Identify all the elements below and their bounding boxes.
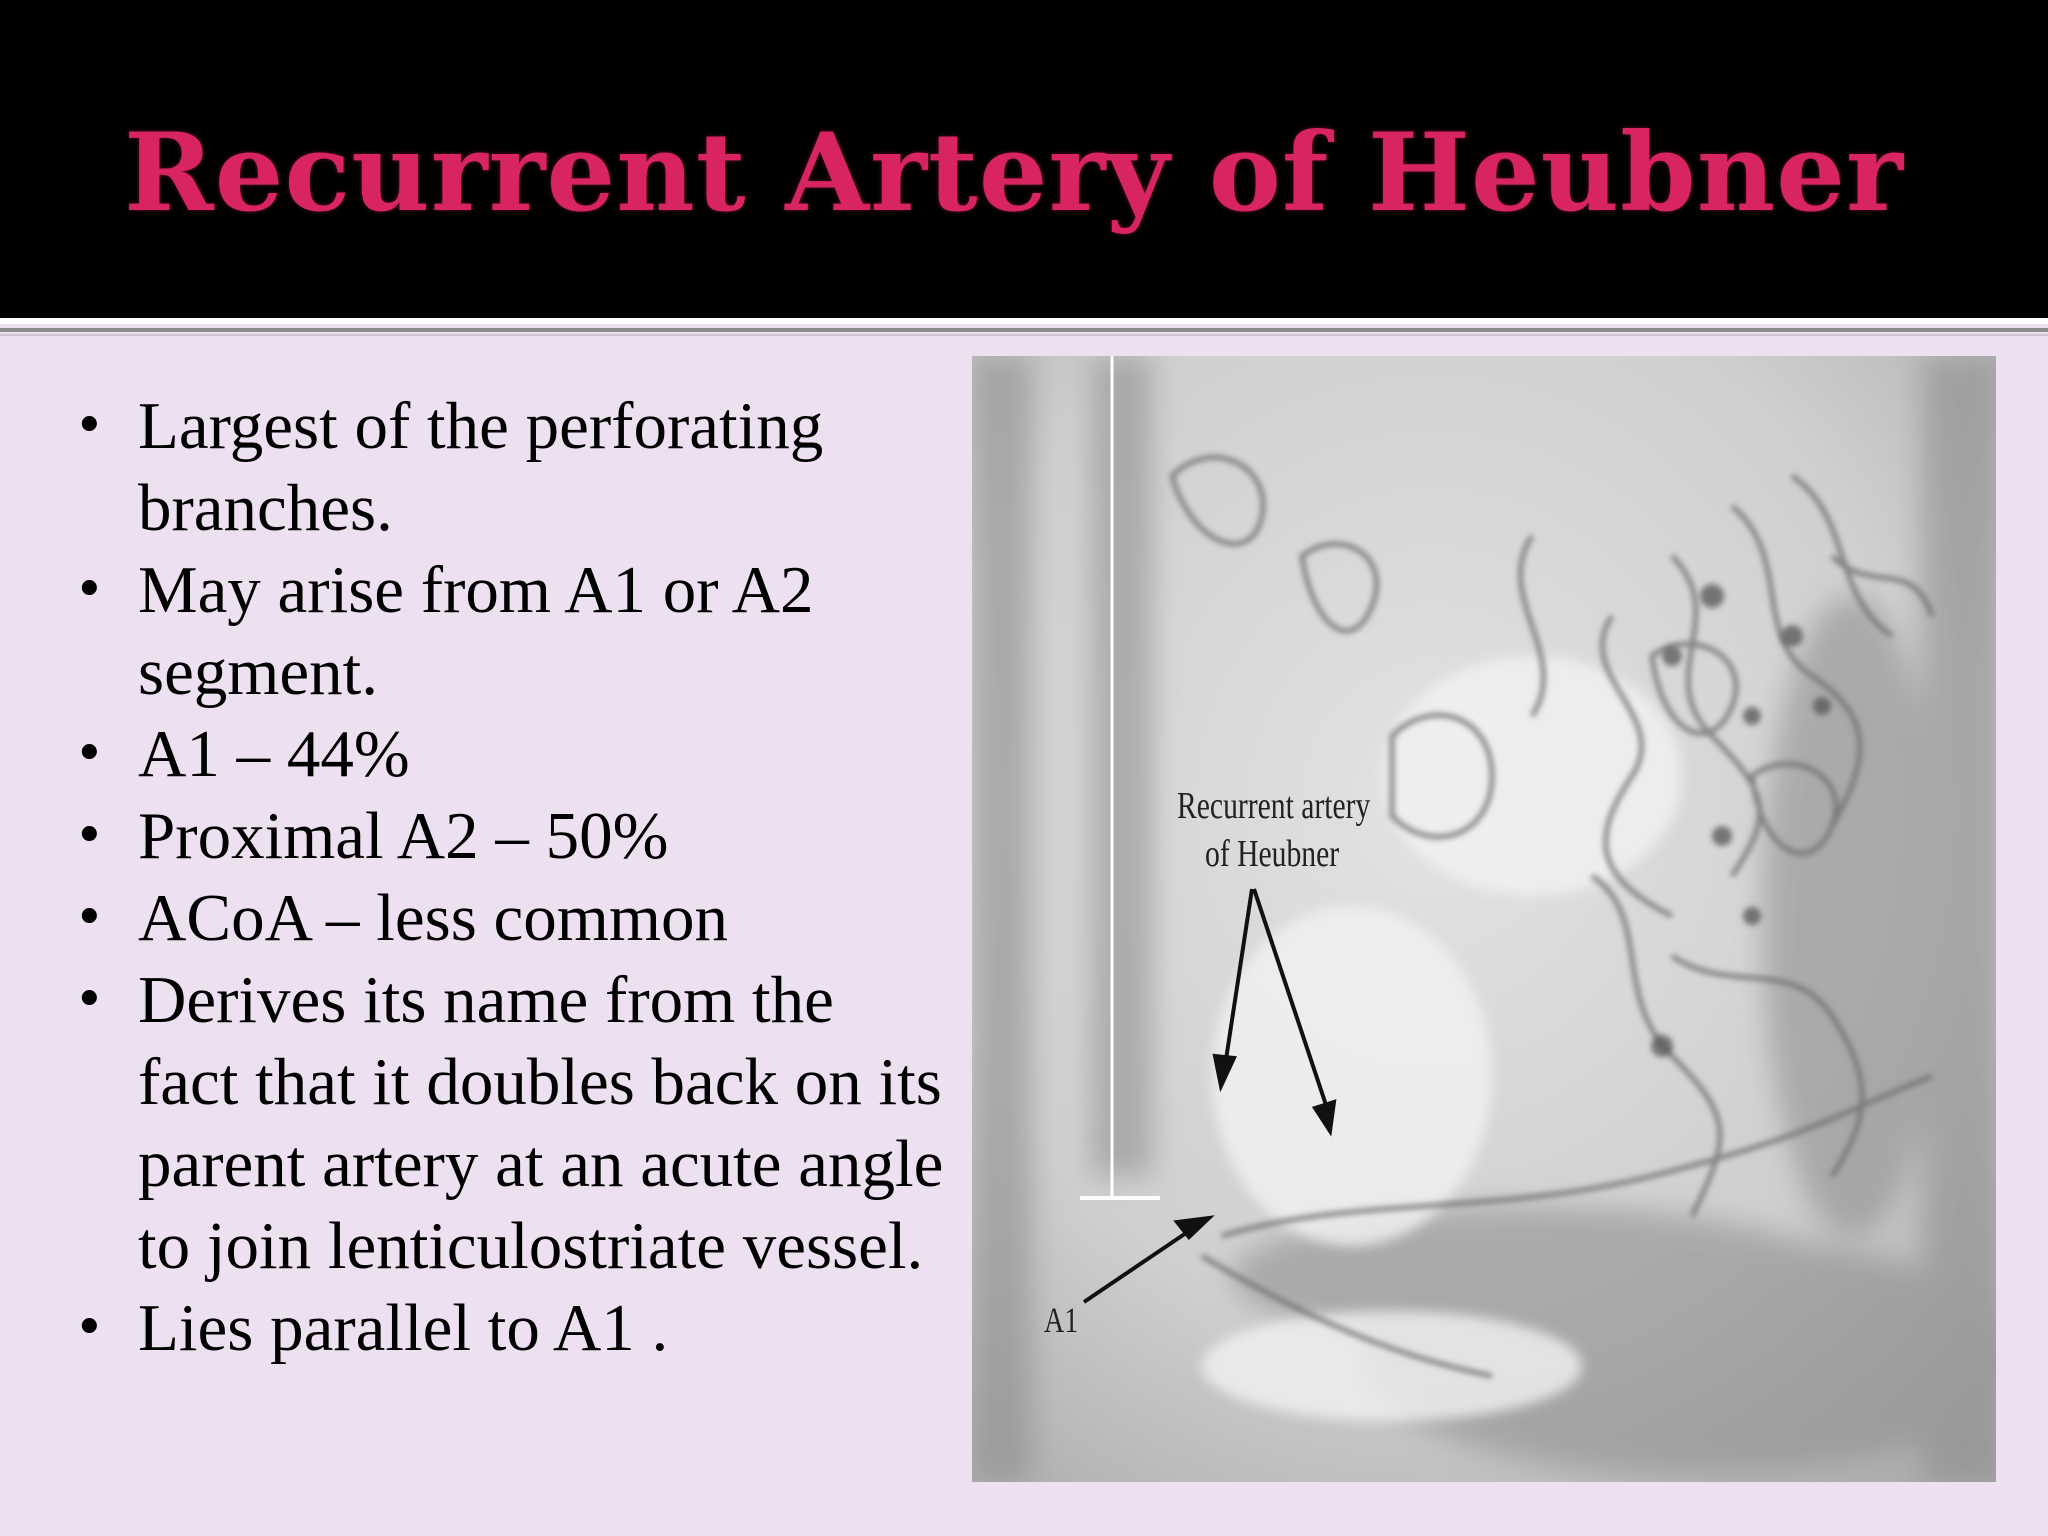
bullet-item: • Proximal A2 – 50% [70,795,950,877]
title-bar [0,0,2048,318]
bullet-item: • Lies parallel to A1 . [70,1287,950,1369]
figure-label-recurrent-artery: Recurrent artery [1177,785,1371,827]
slide-title: Recurrent Artery of Heubner [124,110,1904,236]
figure-label-a1: A1 [1044,1300,1079,1340]
figure-label-of-heubner: of Heubner [1205,833,1340,875]
bullet-dot-icon: • [74,560,105,620]
bullet-dot-icon: • [74,396,105,456]
bullet-dot-icon: • [74,970,105,1030]
bullet-dot-icon: • [74,724,105,784]
bullet-dot-icon: • [74,888,105,948]
bullet-item: • A1 – 44% [70,713,950,795]
bullet-item: • Derives its name from the fact that it doubles back on its parent artery at an acute angle to join lenticulostriate vessel. [70,959,950,1287]
bullet-dot-icon: • [74,806,105,866]
angiogram-graphic [972,356,1996,1482]
bullet-dot-icon: • [74,1298,105,1358]
bullet-list [70,385,950,1369]
bullet-item: • ACoA – less common [70,877,950,959]
bullet-item: • Largest of the perforating branches. [70,385,950,549]
bullet-item: • May arise from A1 or A2 segment. [70,549,950,713]
divider-white [0,318,2048,324]
divider-gray [0,328,2048,332]
angiogram-image [972,356,1996,1482]
divider-light [0,334,2048,336]
